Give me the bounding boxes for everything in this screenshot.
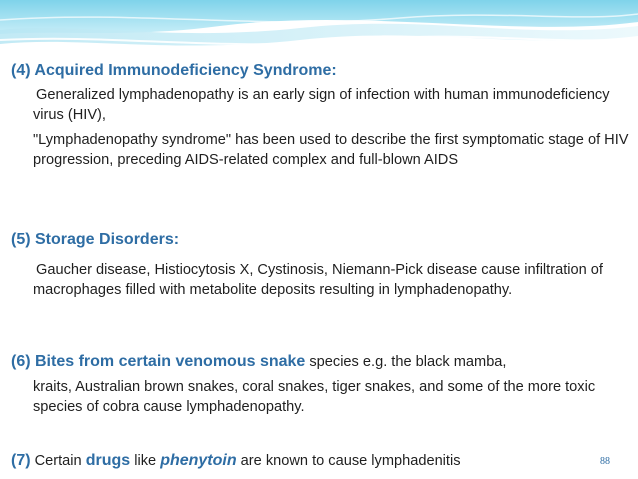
header-wave-graphic (0, 0, 638, 60)
drugs-text-like: like (130, 453, 161, 469)
drug-name-phenytoin: phenytoin (160, 452, 237, 469)
drugs-number: (7) (11, 452, 31, 469)
section-title-storage: (5) Storage Disorders: (11, 231, 180, 248)
paragraph-aids-2: "Lymphadenopathy syndrome" has been used to describe the first symptomatic stage of HIV progression, preceding AIDS-related complex and full-blown AIDS (33, 132, 629, 168)
paragraph-storage: Gaucher disease, Histiocytosis X, Cystinosis, Niemann-Pick disease cause infiltration of macrophages filled with metabolite deposits resulting in lymphadenopathy. (33, 262, 603, 298)
drugs-keyword: drugs (85, 452, 131, 469)
drugs-text-after: are known to cause lymphadenitis (236, 453, 461, 469)
paragraph-snake: kraits, Australian brown snakes, coral snakes, tiger snakes, and some of the more toxic species of cobra cause lymphadenopathy. (33, 379, 596, 415)
snake-title-highlight: (6) Bites from certain venomous snake (11, 353, 306, 370)
section-title-aids: (4) Acquired Immunodeficiency Syndrome: (11, 62, 337, 79)
paragraph-aids-1: Generalized lymphadenopathy is an early sign of infection with human immunodeficiency virus (HIV), (33, 87, 610, 123)
snake-title-rest: species e.g. the black mamba, (305, 354, 507, 370)
header-decoration (0, 0, 638, 60)
page-number: 88 (600, 456, 610, 467)
drugs-text-before: Certain (30, 453, 86, 469)
section-title-drugs (11, 451, 461, 471)
section-title-snake (11, 352, 506, 372)
